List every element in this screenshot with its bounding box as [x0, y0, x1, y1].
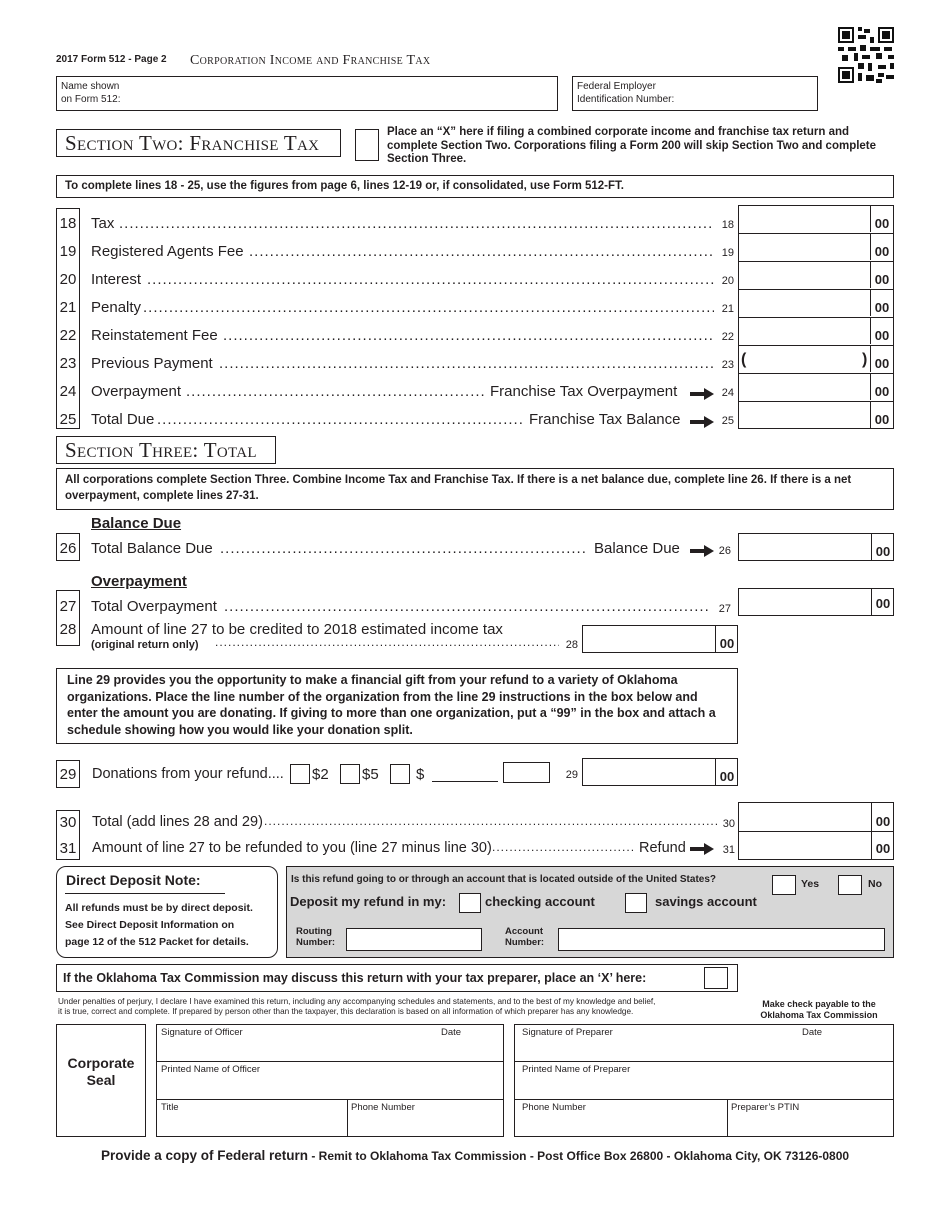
- footer-rest: - Remit to Oklahoma Tax Commission - Post Office Box 26800 - Oklahoma City, OK 73126-0800: [308, 1149, 850, 1163]
- routing-number-input[interactable]: [346, 928, 482, 951]
- line-18-amount-field[interactable]: [738, 205, 894, 232]
- outside-us-no-checkbox[interactable]: [838, 875, 862, 895]
- form-page-label: 2017 Form 512 - Page 2: [56, 54, 167, 65]
- line-31-label: Amount of line 27 to be refunded to you (line 27 minus line 30): [92, 840, 492, 856]
- outside-us-question: Is this refund going to or through an account that is located outside of the United States?: [291, 874, 717, 885]
- preparer-ptin-input[interactable]: [728, 1114, 892, 1134]
- combined-return-note: Place an “X” here if filing a combined corporate income and franchise tax return and complete Section Two. Corporations filing a Form 200 will skip Section Two and complete Section Three.: [387, 126, 877, 165]
- line-18-leader: [119, 215, 714, 232]
- line-19-number: 19: [59, 243, 77, 260]
- preparer-date-label: Date: [802, 1027, 823, 1038]
- preparer-printed-name-label: Printed Name of Preparer: [522, 1064, 631, 1075]
- line-30-label: Total (add lines 28 and 29): [92, 814, 263, 830]
- name-label-2: on Form 512:: [61, 94, 121, 105]
- preparer-printed-name-input[interactable]: [516, 1076, 892, 1096]
- routing-label-2: Number:: [296, 937, 336, 948]
- line-29-ref: 29: [565, 769, 578, 781]
- line-24-leader: [186, 383, 486, 400]
- qr-code: [838, 27, 894, 83]
- line-26-leader: [220, 540, 588, 557]
- preparer-signature-label: Signature of Preparer: [522, 1027, 613, 1038]
- donation-2-label: $2: [312, 766, 329, 783]
- footer: [0, 1147, 950, 1165]
- check-payable-note: [748, 999, 890, 1021]
- line-23-cents: 00: [874, 356, 890, 371]
- deposit-label: Deposit my refund in my:: [290, 894, 447, 909]
- line-29-note: Line 29 provides you the opportunity to make a financial gift from your refund to a variety of Oklahoma organizations. Place the line number of the organization from the line 29 instructions in the box below and enter the amount you are donating. If giving to more than one organization, put a “99” in the box and attach a schedule showing how you would like your donation split.: [56, 668, 738, 744]
- line-20-cents: 00: [874, 272, 890, 287]
- fein-label-1: Federal Employer: [577, 81, 656, 92]
- line-23-leader: [219, 355, 714, 372]
- line-31-ref: 31: [722, 844, 735, 856]
- line-22-leader: [223, 327, 714, 344]
- line-29-label: Donations from your refund....: [92, 766, 284, 782]
- donation-5-checkbox[interactable]: [340, 764, 360, 784]
- line-25-number: 25: [59, 411, 77, 428]
- line-21-leader: [143, 299, 714, 316]
- line-27-leader: [224, 598, 710, 615]
- line-21-label: Penalty: [91, 299, 142, 316]
- line-26-cents: 00: [875, 544, 891, 559]
- line-21-number: 21: [59, 299, 77, 316]
- line-28-label: Amount of line 27 to be credited to 2018 estimated income tax: [91, 621, 503, 638]
- preparer-discuss: [56, 964, 738, 992]
- line-20-number: 20: [59, 271, 77, 288]
- line-24-amount-field[interactable]: [738, 373, 894, 400]
- perjury-line-2: it is true, correct and complete. If prepared by person other than the taxpayer, this declaration is based on all information of which preparer has any knowledge.: [58, 1007, 634, 1016]
- line-24-right-label: Franchise Tax Overpayment: [490, 383, 678, 400]
- savings-account-label: savings account: [655, 894, 757, 909]
- line-29-number: 29: [59, 766, 77, 783]
- officer-phone-label: Phone Number: [351, 1102, 415, 1113]
- preparer-signature-input[interactable]: [516, 1040, 892, 1058]
- line-30-ref: 30: [722, 818, 735, 830]
- line-25-leader: [157, 411, 525, 428]
- check-payable-line-1: Make check payable to the: [762, 999, 876, 1009]
- line-23-paren-open: (: [741, 351, 747, 368]
- name-field[interactable]: [56, 76, 558, 111]
- checking-account-checkbox[interactable]: [459, 893, 481, 913]
- savings-account-checkbox[interactable]: [625, 893, 647, 913]
- section-two-title: Section Two: Franchise Tax: [56, 129, 341, 157]
- fein-label-2: Identification Number:: [577, 94, 675, 105]
- line-31-arrow-icon: [690, 843, 714, 855]
- officer-signature-label: Signature of Officer: [161, 1027, 243, 1038]
- line-31-number: 31: [59, 840, 77, 857]
- line-23-number: 23: [59, 355, 77, 372]
- line-28-number: 28: [59, 621, 77, 638]
- officer-date-label: Date: [441, 1027, 462, 1038]
- line-30-leader: [264, 814, 720, 828]
- line-19-ref: 19: [721, 247, 734, 259]
- outside-us-yes-label: Yes: [801, 878, 820, 890]
- routing-label: [296, 926, 335, 948]
- line-26-amount-field[interactable]: [738, 533, 894, 561]
- direct-deposit-note-line-3: page 12 of the 512 Packet for details.: [65, 936, 249, 948]
- section-two-instructions: To complete lines 18 - 25, use the figures from page 6, lines 12-19 or, if consolidated, use Form 512-FT.: [56, 175, 894, 198]
- line-28-ref: 28: [565, 639, 578, 651]
- line-22-ref: 22: [721, 331, 734, 343]
- line-25-amount-field[interactable]: [738, 401, 894, 428]
- combined-return-checkbox[interactable]: [355, 129, 379, 161]
- line-20-amount-field[interactable]: [738, 261, 894, 288]
- line-24-number: 24: [59, 383, 77, 400]
- donation-other-label: $: [416, 766, 425, 783]
- line-31-amount-field[interactable]: [740, 832, 870, 858]
- line-30-number: 30: [59, 814, 77, 831]
- line-27-ref: 27: [718, 603, 731, 615]
- line-31-right-label: Refund: [639, 840, 686, 856]
- name-label-1: Name shown: [61, 81, 120, 92]
- line-27-number: 27: [59, 598, 77, 615]
- line-28-cents: 00: [719, 636, 735, 651]
- balance-due-heading: Balance Due: [91, 515, 182, 532]
- officer-title-input[interactable]: [158, 1114, 344, 1134]
- officer-title-label: Title: [161, 1102, 179, 1113]
- donation-5-label: $5: [362, 766, 379, 783]
- line-19-amount-field[interactable]: [738, 233, 894, 260]
- check-payable-line-2: Oklahoma Tax Commission: [760, 1010, 878, 1020]
- line-26-label: Total Balance Due: [91, 540, 213, 557]
- line-23-amount-field[interactable]: [738, 345, 894, 372]
- line-19-cents: 00: [874, 244, 890, 259]
- line-30-cents: 00: [875, 814, 891, 829]
- corporate-seal-label-2: Seal: [86, 1072, 116, 1088]
- line-19-label: Registered Agents Fee: [91, 243, 244, 260]
- line-20-leader: [147, 271, 714, 288]
- donation-other-amount-input[interactable]: [432, 781, 498, 782]
- direct-deposit-note-line-2: See Direct Deposit Information on: [65, 919, 235, 931]
- line-19-leader: [249, 243, 714, 260]
- line-18-number: 18: [59, 215, 77, 232]
- preparer-ptin-label: Preparer’s PTIN: [731, 1102, 800, 1113]
- officer-printed-name-input[interactable]: [158, 1076, 502, 1096]
- line-22-label: Reinstatement Fee: [91, 327, 218, 344]
- account-label-2: Number:: [505, 937, 545, 948]
- line-31-leader: [492, 840, 636, 854]
- line-18-label: Tax: [91, 215, 115, 232]
- direct-deposit-note-line-1: All refunds must be by direct deposit.: [65, 902, 253, 914]
- line-27-amount-field[interactable]: [738, 588, 894, 616]
- line-24-label: Overpayment: [91, 383, 182, 400]
- line-25-ref: 25: [721, 415, 734, 427]
- line-22-number: 22: [59, 327, 77, 344]
- perjury-statement: [58, 997, 655, 1017]
- fein-field[interactable]: [572, 76, 818, 111]
- preparer-discuss-text: If the Oklahoma Tax Commission may discuss this return with your tax preparer, place an ‘X’ here:: [63, 971, 647, 985]
- account-label: [505, 926, 544, 948]
- line-28-leader: [215, 635, 559, 649]
- line-20-label: Interest: [91, 271, 142, 288]
- corporate-seal-box: [56, 1024, 146, 1137]
- outside-us-no-label: No: [868, 878, 882, 890]
- overpayment-heading: Overpayment: [91, 573, 187, 590]
- officer-printed-name-label: Printed Name of Officer: [161, 1064, 261, 1075]
- line-23-label: Previous Payment: [91, 355, 213, 372]
- outside-us-yes-checkbox[interactable]: [772, 875, 796, 895]
- line-22-amount-field[interactable]: [738, 317, 894, 344]
- line-25-cents: 00: [874, 412, 890, 427]
- section-three-instructions: All corporations complete Section Three. Combine Income Tax and Franchise Tax. If there is a net balance due, complete line 26. If there is a net overpayment, complete lines 27-31.: [56, 468, 894, 510]
- preparer-discuss-checkbox[interactable]: [704, 967, 728, 989]
- line-25-arrow-icon: [690, 416, 714, 428]
- line-29-amount-field[interactable]: [582, 758, 738, 786]
- line-24-arrow-icon: [690, 388, 714, 400]
- checking-account-label: checking account: [485, 894, 595, 909]
- line-31-cents: 00: [875, 841, 891, 856]
- line-28-amount-field[interactable]: [582, 625, 738, 653]
- line-18-ref: 18: [721, 219, 734, 231]
- donation-other-checkbox[interactable]: [390, 764, 410, 784]
- line-27-label: Total Overpayment: [91, 598, 217, 615]
- line-30-amount-field[interactable]: [740, 804, 870, 829]
- account-label-1: Account: [505, 926, 543, 937]
- line-20-ref: 20: [721, 275, 734, 287]
- footer-bold: Provide a copy of Federal return: [100, 1148, 308, 1163]
- line-28-sublabel: (original return only): [91, 639, 199, 651]
- line-24-ref: 24: [721, 387, 734, 399]
- direct-deposit-note-title: Direct Deposit Note:: [66, 872, 201, 888]
- line-23-ref: 23: [721, 359, 734, 371]
- line-18-cents: 00: [874, 216, 890, 231]
- line-26-number: 26: [59, 540, 77, 557]
- perjury-line-1: Under penalties of perjury, I declare I have examined this return, including any accompanying schedules and statements, and to the best of my knowledge and belief,: [58, 997, 656, 1006]
- line-25-label: Total Due: [91, 411, 155, 428]
- line-25-right-label: Franchise Tax Balance: [529, 411, 681, 428]
- line-21-cents: 00: [874, 300, 890, 315]
- line-23-paren-close: ): [862, 351, 868, 368]
- line-29-cents: 00: [719, 769, 735, 784]
- section-three-title: Section Three: Total: [56, 436, 276, 464]
- preparer-phone-label: Phone Number: [522, 1102, 586, 1113]
- preparer-phone-input[interactable]: [516, 1114, 724, 1134]
- direct-deposit-note: [56, 866, 278, 958]
- donation-2-checkbox[interactable]: [290, 764, 310, 784]
- form-title: Corporation Income and Franchise Tax: [190, 53, 431, 68]
- organization-number-input[interactable]: [503, 762, 550, 783]
- line-27-cents: 00: [875, 596, 891, 611]
- line-26-ref: 26: [718, 545, 731, 557]
- officer-phone-input[interactable]: [348, 1114, 502, 1134]
- account-number-input[interactable]: [558, 928, 885, 951]
- line-24-cents: 00: [874, 384, 890, 399]
- routing-label-1: Routing: [296, 926, 332, 937]
- line-21-amount-field[interactable]: [738, 289, 894, 316]
- line-26-right-label: Balance Due: [594, 540, 680, 557]
- officer-signature-input[interactable]: [158, 1040, 502, 1058]
- corporate-seal-label-1: Corporate: [67, 1055, 135, 1071]
- line-21-ref: 21: [721, 303, 734, 315]
- line-22-cents: 00: [874, 328, 890, 343]
- direct-deposit-panel: [286, 866, 894, 958]
